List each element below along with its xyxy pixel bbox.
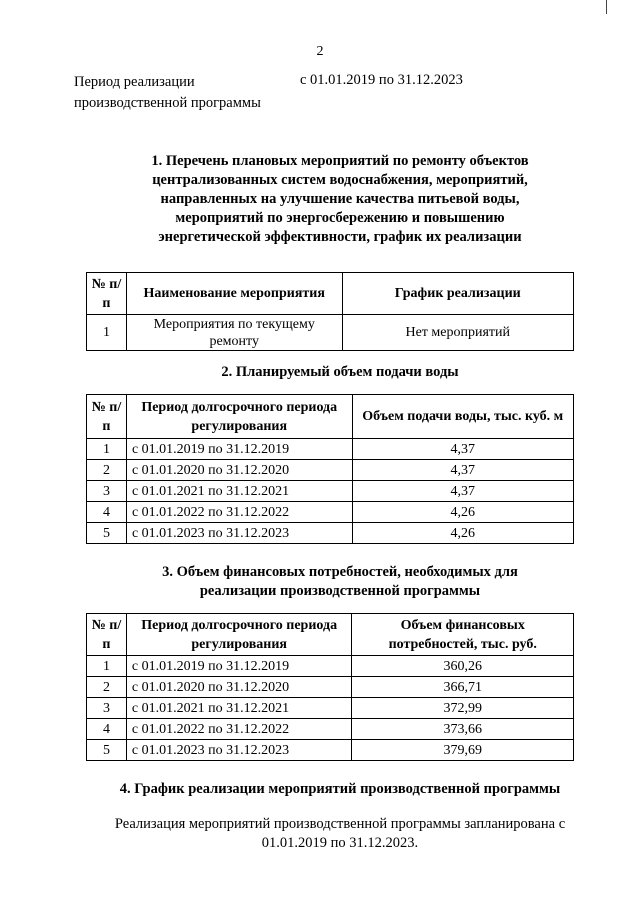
table-row bbox=[87, 502, 574, 523]
cell-water-volume: 4,26 bbox=[352, 523, 573, 544]
cell-financial-volume: 366,71 bbox=[352, 677, 574, 698]
col-header-event-name: Наименование мероприятия bbox=[126, 273, 342, 315]
cell-period: с 01.01.2020 по 31.12.2020 bbox=[126, 677, 352, 698]
cell-period: с 01.01.2023 по 31.12.2023 bbox=[126, 740, 352, 761]
cell-water-volume: 4,26 bbox=[352, 502, 573, 523]
cell-period: с 01.01.2021 по 31.12.2021 bbox=[126, 481, 352, 502]
section4-text: Реализация мероприятий производственной программы запланирована с 01.01.2019 по 31.12.2023. bbox=[114, 816, 566, 851]
section2-title: 2. Планируемый объем подачи воды bbox=[221, 364, 459, 380]
cell-number: 4 bbox=[87, 502, 127, 523]
table-row bbox=[87, 719, 574, 740]
table-row bbox=[87, 698, 574, 719]
cell-number: 2 bbox=[87, 677, 127, 698]
table-row bbox=[87, 523, 574, 544]
page-number: 2 bbox=[316, 44, 324, 59]
cell-event-name: Мероприятия по текущему ремонту bbox=[126, 315, 342, 351]
cell-water-volume: 4,37 bbox=[352, 460, 573, 481]
scan-edge-mark bbox=[606, 0, 607, 14]
cell-financial-volume: 379,69 bbox=[352, 740, 574, 761]
cell-period: с 01.01.2022 по 31.12.2022 bbox=[126, 719, 352, 740]
table-header-row bbox=[87, 273, 574, 315]
table-row bbox=[87, 315, 574, 351]
col-header-financial-volume: Объем финансовых потребностей, тыс. руб. bbox=[352, 614, 574, 656]
events-table bbox=[86, 272, 574, 351]
col-header-number: № п/п bbox=[87, 395, 127, 439]
cell-period: с 01.01.2019 по 31.12.2019 bbox=[126, 656, 352, 677]
cell-period: с 01.01.2022 по 31.12.2022 bbox=[126, 502, 352, 523]
cell-financial-volume: 360,26 bbox=[352, 656, 574, 677]
cell-period: с 01.01.2020 по 31.12.2020 bbox=[126, 460, 352, 481]
col-header-period: Период долгосрочного периода регулирования bbox=[126, 395, 352, 439]
cell-number: 4 bbox=[87, 719, 127, 740]
cell-number: 5 bbox=[87, 740, 127, 761]
cell-number: 3 bbox=[87, 481, 127, 502]
cell-number: 1 bbox=[87, 439, 127, 460]
cell-period: с 01.01.2021 по 31.12.2021 bbox=[126, 698, 352, 719]
col-header-number: № п/п bbox=[87, 614, 127, 656]
cell-financial-volume: 373,66 bbox=[352, 719, 574, 740]
cell-period: с 01.01.2019 по 31.12.2019 bbox=[126, 439, 352, 460]
period-label: Период реализации производственной программы bbox=[74, 74, 261, 111]
cell-number: 1 bbox=[87, 315, 127, 351]
table-row bbox=[87, 460, 574, 481]
table-row bbox=[87, 656, 574, 677]
cell-number: 2 bbox=[87, 460, 127, 481]
cell-number: 1 bbox=[87, 656, 127, 677]
cell-number: 5 bbox=[87, 523, 127, 544]
col-header-schedule: График реализации bbox=[342, 273, 573, 315]
cell-period: с 01.01.2023 по 31.12.2023 bbox=[126, 523, 352, 544]
cell-schedule: Нет мероприятий bbox=[342, 315, 573, 351]
cell-financial-volume: 372,99 bbox=[352, 698, 574, 719]
financial-needs-table bbox=[86, 613, 574, 761]
table-header-row bbox=[87, 395, 574, 439]
period-value: с 01.01.2019 по 31.12.2023 bbox=[300, 72, 463, 88]
section3-title: 3. Объем финансовых потребностей, необходимых для реализации производственной программы bbox=[162, 564, 518, 599]
table-row bbox=[87, 740, 574, 761]
col-header-water-volume: Объем подачи воды, тыс. куб. м bbox=[352, 395, 573, 439]
cell-number: 3 bbox=[87, 698, 127, 719]
col-header-period: Период долгосрочного периода регулирования bbox=[126, 614, 352, 656]
table-row bbox=[87, 677, 574, 698]
section4-title: 4. График реализации мероприятий производственной программы bbox=[119, 781, 561, 797]
cell-water-volume: 4,37 bbox=[352, 481, 573, 502]
table-header-row bbox=[87, 614, 574, 656]
water-supply-table bbox=[86, 394, 574, 544]
table-row bbox=[87, 439, 574, 460]
table-row bbox=[87, 481, 574, 502]
cell-water-volume: 4,37 bbox=[352, 439, 573, 460]
col-header-number: № п/п bbox=[87, 273, 127, 315]
section1-title: 1. Перечень плановых мероприятий по ремонту объектов централизованных систем водоснабжения, мероприятий, направленных на улучшение качества питьевой воды, мероприятий по энергосбережению и повышению энергетической эффективности, график их реализации bbox=[151, 153, 529, 245]
